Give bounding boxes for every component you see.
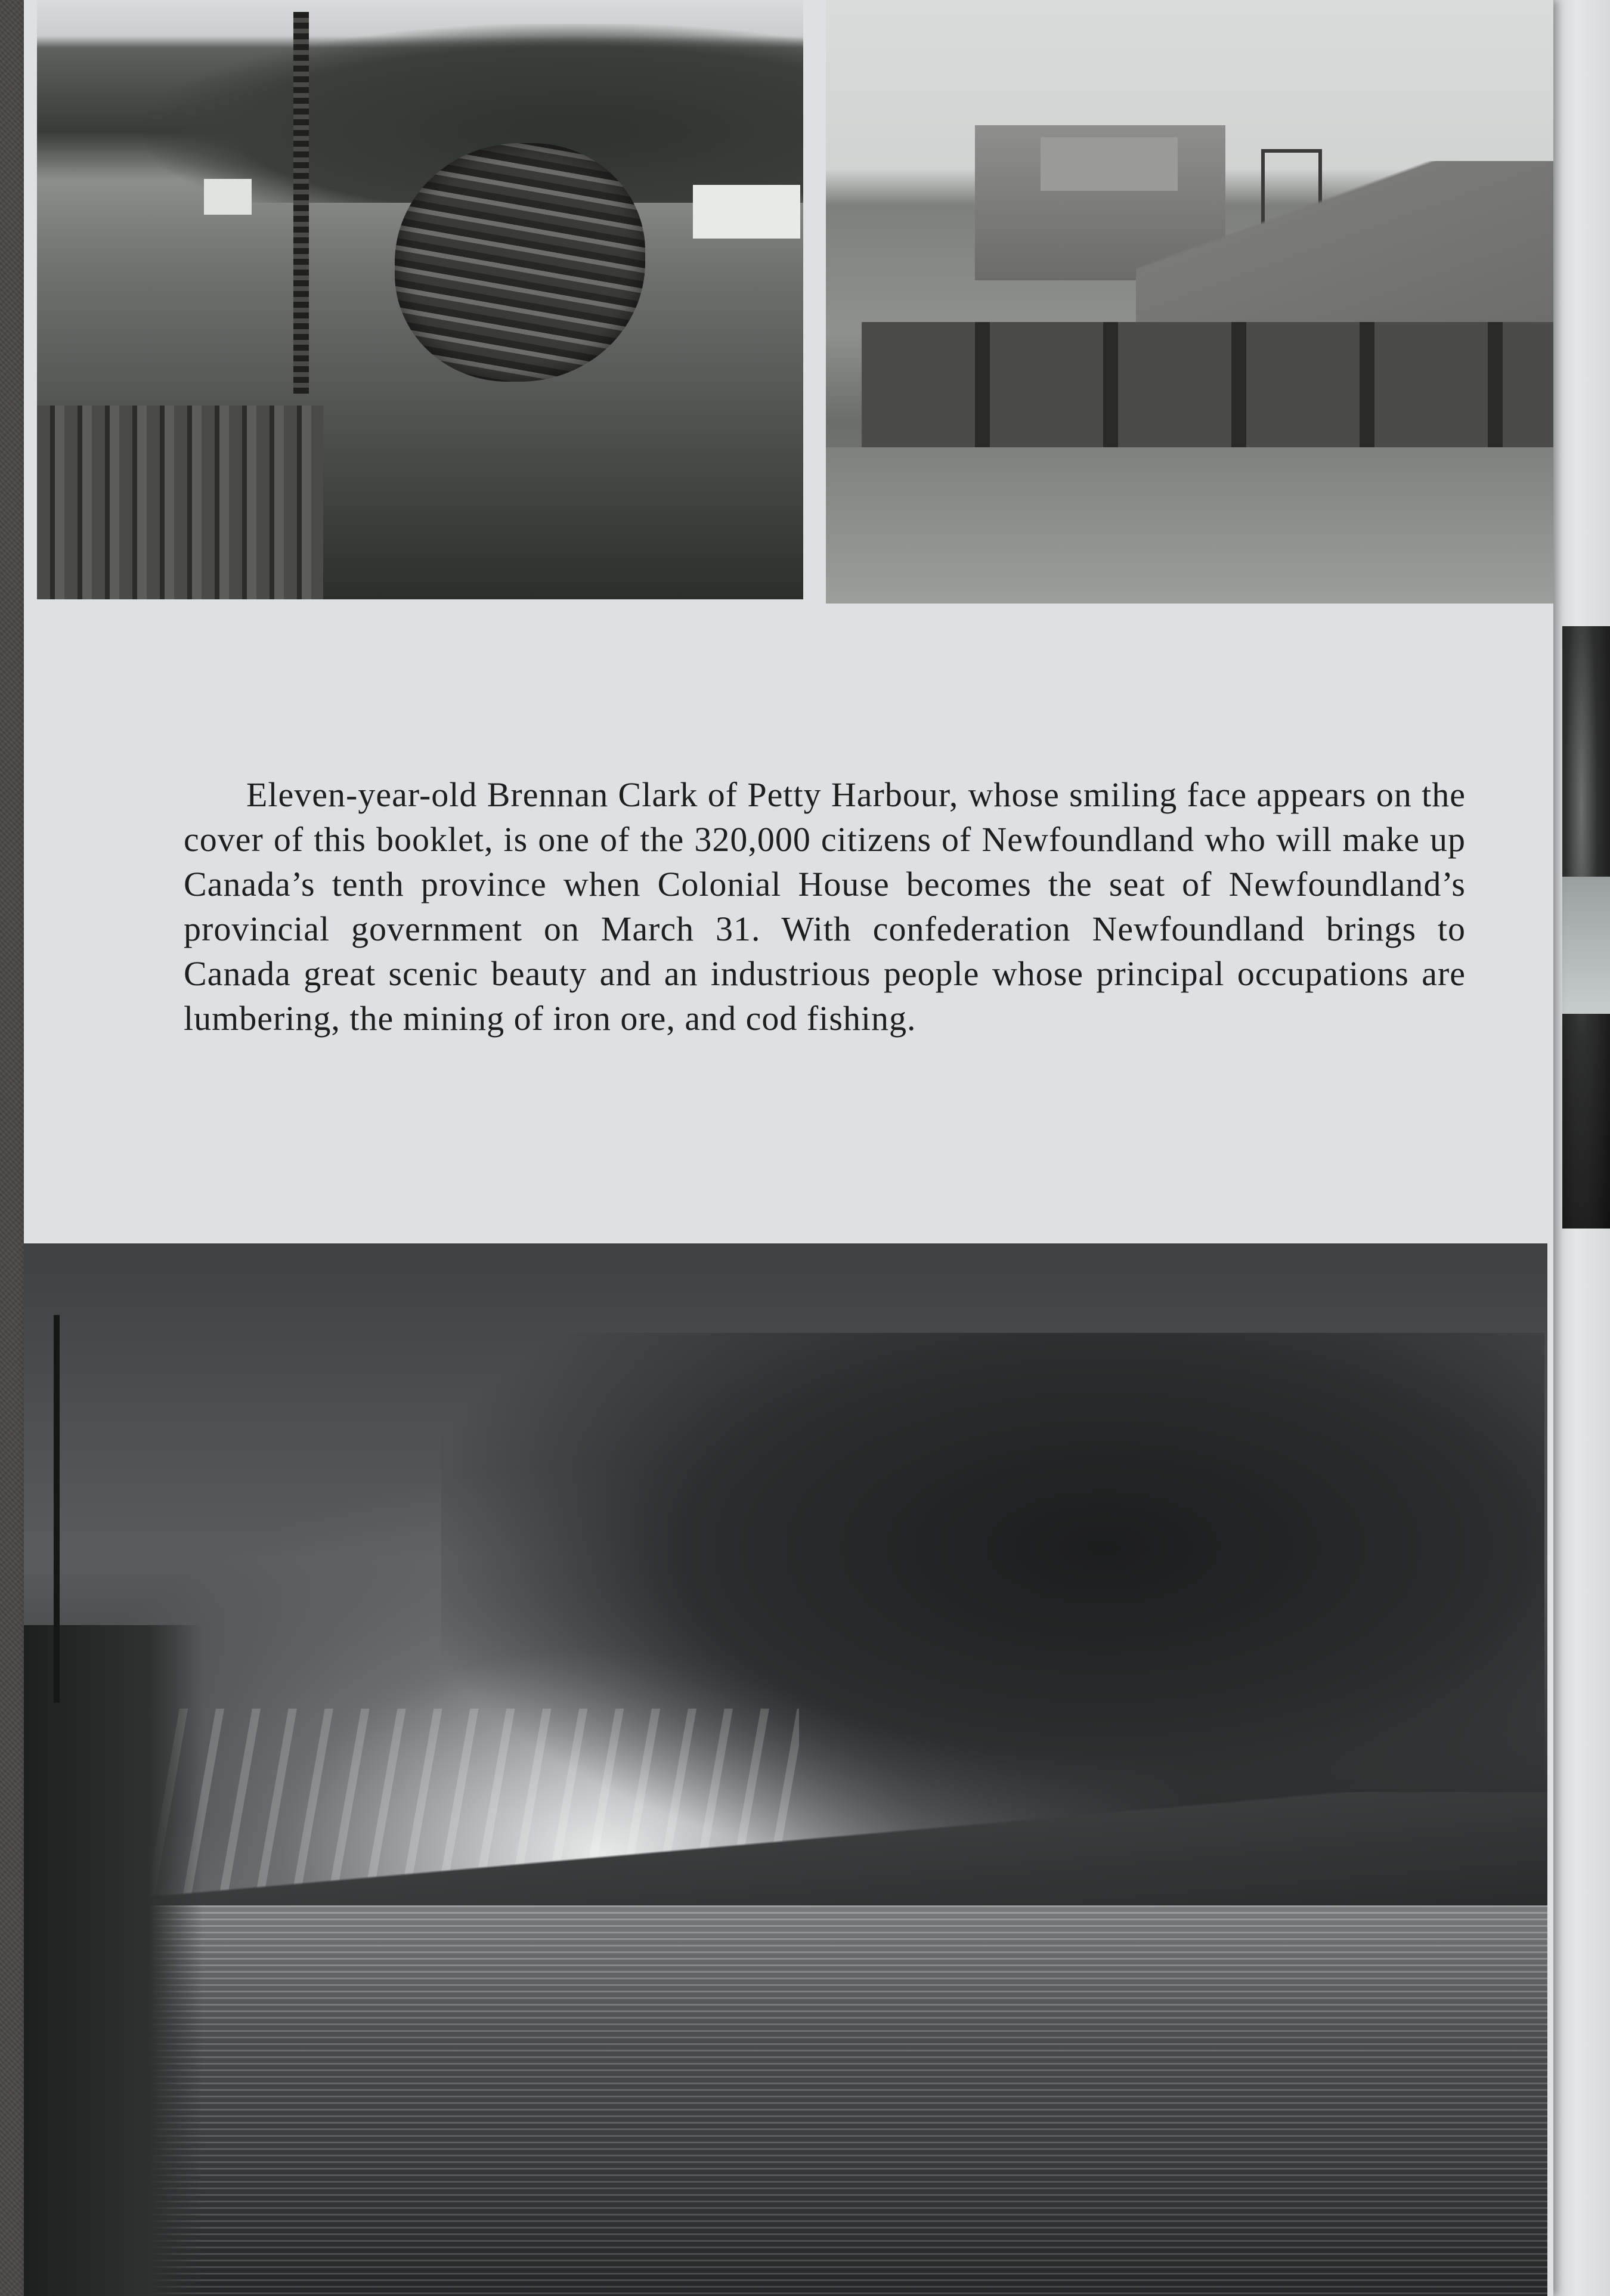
harbour-sunset-photo [24, 1243, 1547, 2296]
caption-text-block [184, 772, 1466, 1041]
booklet-page [24, 0, 1553, 2296]
iron-ore-mine-photo [826, 0, 1553, 604]
caption-paragraph: Eleven-year-old Brennan Clark of Petty Harbour, whose smiling face appears on the cover of this booklet, is one of the 320,000 citizens of Newfoundland who will make up Canada’s tenth province when Colonial House becomes the seat of Newfoundland’s provincial government on March 31. With confederation Newfoundland brings to Canada great scenic beauty and an industrious people whose principal occupations are lumbering, the mining of iron ore, and cod fishing. [184, 775, 1466, 1038]
adjacent-page-edge [1553, 0, 1610, 2296]
adjacent-page-photo [1562, 626, 1610, 1229]
logging-photo [37, 0, 803, 599]
